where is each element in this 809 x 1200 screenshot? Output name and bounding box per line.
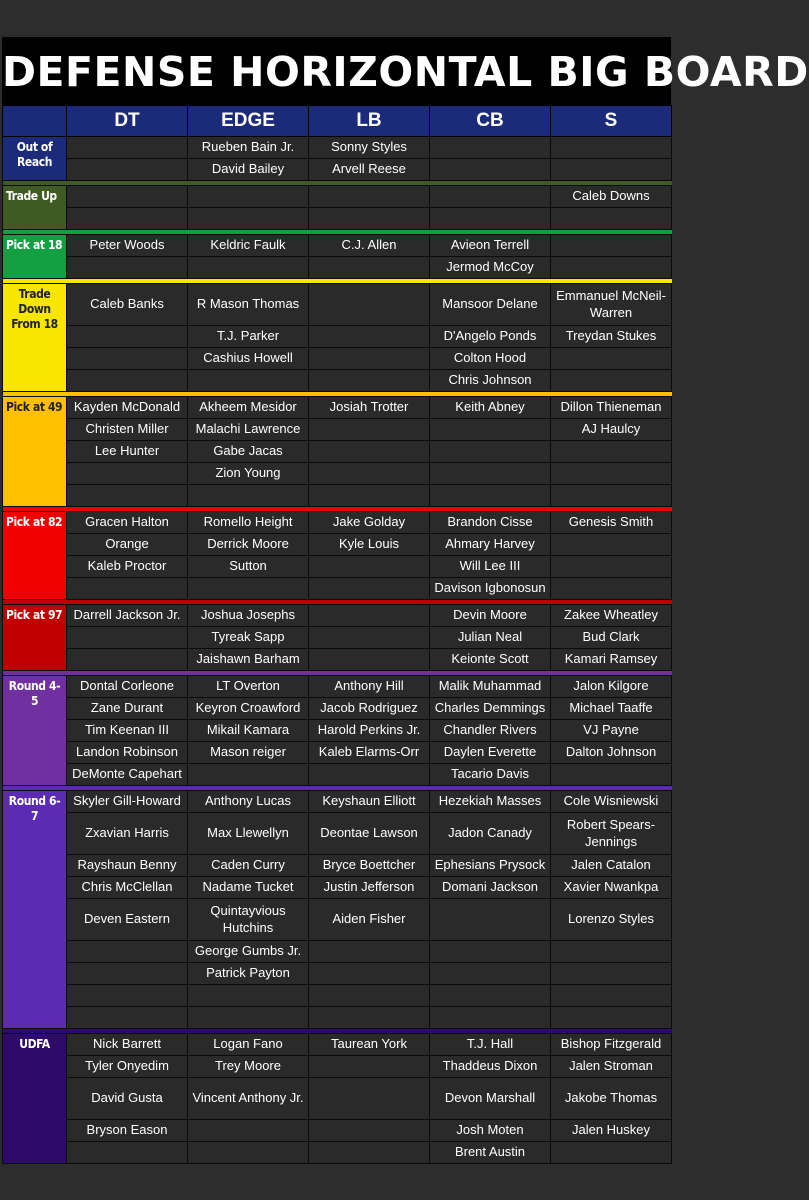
column-header-edge: EDGE — [188, 106, 309, 137]
table-row — [3, 556, 672, 578]
player-cell — [67, 159, 188, 181]
table-row — [3, 985, 672, 1007]
player-cell: Deven Eastern — [67, 899, 188, 941]
player-cell: Jalen Catalon — [551, 855, 672, 877]
player-cell — [309, 1007, 430, 1029]
player-cell — [309, 348, 430, 370]
tier-label: Pick at 18 — [3, 235, 67, 279]
player-cell — [551, 159, 672, 181]
column-header-s: S — [551, 106, 672, 137]
tier-label: Pick at 49 — [3, 397, 67, 507]
header-corner — [3, 106, 67, 137]
player-cell: R Mason Thomas — [188, 284, 309, 326]
table-row — [3, 1120, 672, 1142]
table-row — [3, 137, 672, 159]
player-cell: Ahmary Harvey — [430, 534, 551, 556]
player-cell: Josiah Trotter — [309, 397, 430, 419]
player-cell: C.J. Allen — [309, 235, 430, 257]
player-cell: Kayden McDonald — [67, 397, 188, 419]
player-cell: Chandler Rivers — [430, 720, 551, 742]
player-cell — [551, 137, 672, 159]
player-cell: David Gusta — [67, 1078, 188, 1120]
player-cell — [430, 463, 551, 485]
player-cell — [551, 941, 672, 963]
player-cell — [309, 1078, 430, 1120]
player-cell — [430, 208, 551, 230]
player-cell — [430, 485, 551, 507]
player-cell — [309, 556, 430, 578]
player-cell: Michael Taaffe — [551, 698, 672, 720]
player-cell — [67, 485, 188, 507]
player-cell: Trey Moore — [188, 1056, 309, 1078]
player-cell — [188, 1007, 309, 1029]
player-cell — [67, 963, 188, 985]
table-row — [3, 764, 672, 786]
player-cell: Mason reiger — [188, 742, 309, 764]
player-cell: AJ Haulcy — [551, 419, 672, 441]
player-cell: Colton Hood — [430, 348, 551, 370]
player-cell — [309, 463, 430, 485]
player-cell: Gracen Halton — [67, 512, 188, 534]
player-cell — [188, 1142, 309, 1164]
player-cell: Tacario Davis — [430, 764, 551, 786]
player-cell — [551, 208, 672, 230]
table-row — [3, 605, 672, 627]
table-row — [3, 1056, 672, 1078]
table-row — [3, 419, 672, 441]
player-cell: Dillon Thieneman — [551, 397, 672, 419]
table-row — [3, 326, 672, 348]
player-cell — [551, 235, 672, 257]
player-cell: Jermod McCoy — [430, 257, 551, 279]
player-cell: Domani Jackson — [430, 877, 551, 899]
player-cell — [430, 963, 551, 985]
player-cell: Darrell Jackson Jr. — [67, 605, 188, 627]
table-row — [3, 649, 672, 671]
player-cell: Josh Moten — [430, 1120, 551, 1142]
player-cell: Keyron Croawford — [188, 698, 309, 720]
player-cell — [551, 485, 672, 507]
player-cell — [551, 578, 672, 600]
player-cell: Avieon Terrell — [430, 235, 551, 257]
table-row — [3, 578, 672, 600]
player-cell: Malik Muhammad — [430, 676, 551, 698]
player-cell: Orange — [67, 534, 188, 556]
player-cell: Caden Curry — [188, 855, 309, 877]
player-cell: Rayshaun Benny — [67, 855, 188, 877]
player-cell: Ephesians Prysock — [430, 855, 551, 877]
player-cell: Derrick Moore — [188, 534, 309, 556]
player-cell — [67, 463, 188, 485]
player-cell: Skyler Gill-Howard — [67, 791, 188, 813]
player-cell: Vincent Anthony Jr. — [188, 1078, 309, 1120]
table-row — [3, 257, 672, 279]
player-cell — [188, 985, 309, 1007]
player-cell: Keith Abney — [430, 397, 551, 419]
column-header-cb: CB — [430, 106, 551, 137]
player-cell: Jacob Rodriguez — [309, 698, 430, 720]
table-row — [3, 720, 672, 742]
table-row — [3, 370, 672, 392]
table-row — [3, 742, 672, 764]
player-cell: Joshua Josephs — [188, 605, 309, 627]
player-cell: T.J. Hall — [430, 1034, 551, 1056]
table-row — [3, 441, 672, 463]
player-cell — [188, 257, 309, 279]
player-cell — [67, 627, 188, 649]
player-cell: Kyle Louis — [309, 534, 430, 556]
player-cell — [551, 534, 672, 556]
table-row — [3, 186, 672, 208]
big-board — [2, 37, 809, 1164]
player-cell — [309, 257, 430, 279]
tier-label: Pick at 97 — [3, 605, 67, 671]
player-cell: Jalen Stroman — [551, 1056, 672, 1078]
player-cell: George Gumbs Jr. — [188, 941, 309, 963]
player-cell: DeMonte Capehart — [67, 764, 188, 786]
player-cell: Devin Moore — [430, 605, 551, 627]
table-row — [3, 813, 672, 855]
player-cell: Brent Austin — [430, 1142, 551, 1164]
player-cell — [430, 985, 551, 1007]
player-cell — [188, 764, 309, 786]
player-cell — [551, 370, 672, 392]
player-cell — [551, 985, 672, 1007]
player-cell: Sutton — [188, 556, 309, 578]
player-cell — [67, 985, 188, 1007]
player-cell — [67, 1142, 188, 1164]
player-cell: Quintayvious Hutchins — [188, 899, 309, 941]
player-cell: Caleb Downs — [551, 186, 672, 208]
player-cell — [430, 186, 551, 208]
tier-label: Trade Down From 18 — [3, 284, 67, 392]
player-cell — [309, 627, 430, 649]
tier-label: UDFA — [3, 1034, 67, 1164]
player-cell: Lorenzo Styles — [551, 899, 672, 941]
player-cell — [309, 941, 430, 963]
table-row — [3, 676, 672, 698]
player-cell — [67, 1007, 188, 1029]
player-cell: Keionte Scott — [430, 649, 551, 671]
player-cell: Bryce Boettcher — [309, 855, 430, 877]
player-cell: Xavier Nwankpa — [551, 877, 672, 899]
board-table — [2, 105, 672, 1164]
player-cell: Akheem Mesidor — [188, 397, 309, 419]
player-cell: Zion Young — [188, 463, 309, 485]
player-cell: Zxavian Harris — [67, 813, 188, 855]
player-cell: Max Llewellyn — [188, 813, 309, 855]
player-cell: Cashius Howell — [188, 348, 309, 370]
player-cell — [309, 649, 430, 671]
player-cell — [309, 441, 430, 463]
player-cell: Jaishawn Barham — [188, 649, 309, 671]
player-cell: Arvell Reese — [309, 159, 430, 181]
player-cell: Anthony Lucas — [188, 791, 309, 813]
table-row — [3, 855, 672, 877]
player-cell — [551, 257, 672, 279]
player-cell: Caleb Banks — [67, 284, 188, 326]
player-cell — [188, 186, 309, 208]
player-cell — [67, 649, 188, 671]
player-cell: Bishop Fitzgerald — [551, 1034, 672, 1056]
player-cell: Will Lee III — [430, 556, 551, 578]
table-row — [3, 899, 672, 941]
player-cell — [309, 605, 430, 627]
player-cell — [551, 1007, 672, 1029]
player-cell: Bud Clark — [551, 627, 672, 649]
player-cell — [67, 186, 188, 208]
player-cell — [309, 208, 430, 230]
table-row — [3, 348, 672, 370]
player-cell — [551, 963, 672, 985]
player-cell: LT Overton — [188, 676, 309, 698]
player-cell: Nadame Tucket — [188, 877, 309, 899]
tier-label: Out of Reach — [3, 137, 67, 181]
player-cell — [309, 578, 430, 600]
player-cell: Kamari Ramsey — [551, 649, 672, 671]
player-cell — [430, 419, 551, 441]
player-cell: Robert Spears-Jennings — [551, 813, 672, 855]
player-cell: Aiden Fisher — [309, 899, 430, 941]
player-cell: Mansoor Delane — [430, 284, 551, 326]
player-cell: Peter Woods — [67, 235, 188, 257]
player-cell: Mikail Kamara — [188, 720, 309, 742]
player-cell: Thaddeus Dixon — [430, 1056, 551, 1078]
player-cell: Logan Fano — [188, 1034, 309, 1056]
player-cell: Jadon Canady — [430, 813, 551, 855]
player-cell — [309, 370, 430, 392]
player-cell — [67, 578, 188, 600]
player-cell: Tim Keenan III — [67, 720, 188, 742]
player-cell — [188, 208, 309, 230]
player-cell — [309, 419, 430, 441]
player-cell — [309, 284, 430, 326]
player-cell: Lee Hunter — [67, 441, 188, 463]
player-cell — [188, 485, 309, 507]
player-cell: Jalen Huskey — [551, 1120, 672, 1142]
column-header-dt: DT — [67, 106, 188, 137]
player-cell — [551, 764, 672, 786]
position-header-row — [3, 106, 672, 137]
tier-label: Trade Up — [3, 186, 67, 230]
player-cell — [67, 257, 188, 279]
table-row — [3, 1078, 672, 1120]
player-cell — [67, 137, 188, 159]
player-cell: Chris Johnson — [430, 370, 551, 392]
player-cell — [430, 899, 551, 941]
player-cell — [67, 370, 188, 392]
player-cell — [67, 348, 188, 370]
player-cell: Patrick Payton — [188, 963, 309, 985]
player-cell: VJ Payne — [551, 720, 672, 742]
player-cell: Justin Jefferson — [309, 877, 430, 899]
table-row — [3, 159, 672, 181]
player-cell: Brandon Cisse — [430, 512, 551, 534]
player-cell: Kaleb Elarms-Orr — [309, 742, 430, 764]
player-cell: Cole Wisniewski — [551, 791, 672, 813]
player-cell — [67, 941, 188, 963]
player-cell: Harold Perkins Jr. — [309, 720, 430, 742]
player-cell: Romello Height — [188, 512, 309, 534]
tier-label: Round 6-7 — [3, 791, 67, 1029]
table-row — [3, 698, 672, 720]
table-row — [3, 791, 672, 813]
table-row — [3, 941, 672, 963]
board-title: DEFENSE HORIZONTAL BIG BOARD — [2, 37, 671, 105]
player-cell: Taurean York — [309, 1034, 430, 1056]
player-cell — [309, 1120, 430, 1142]
player-cell: David Bailey — [188, 159, 309, 181]
player-cell — [309, 326, 430, 348]
player-cell — [188, 370, 309, 392]
player-cell — [309, 985, 430, 1007]
player-cell — [309, 1056, 430, 1078]
table-row — [3, 534, 672, 556]
player-cell: Hezekiah Masses — [430, 791, 551, 813]
player-cell — [551, 463, 672, 485]
player-cell — [188, 1120, 309, 1142]
player-cell: Sonny Styles — [309, 137, 430, 159]
player-cell: Genesis Smith — [551, 512, 672, 534]
player-cell: Gabe Jacas — [188, 441, 309, 463]
player-cell: Davison Igbonosun — [430, 578, 551, 600]
player-cell: Jalon Kilgore — [551, 676, 672, 698]
player-cell: Jakobe Thomas — [551, 1078, 672, 1120]
player-cell — [430, 159, 551, 181]
player-cell — [309, 963, 430, 985]
player-cell: Anthony Hill — [309, 676, 430, 698]
player-cell: Devon Marshall — [430, 1078, 551, 1120]
player-cell — [551, 556, 672, 578]
player-cell: Landon Robinson — [67, 742, 188, 764]
player-cell — [430, 1007, 551, 1029]
player-cell: Zane Durant — [67, 698, 188, 720]
table-row — [3, 877, 672, 899]
board-body — [3, 137, 672, 1164]
player-cell: Kaleb Proctor — [67, 556, 188, 578]
table-row — [3, 284, 672, 326]
player-cell — [67, 208, 188, 230]
column-header-lb: LB — [309, 106, 430, 137]
player-cell: Julian Neal — [430, 627, 551, 649]
player-cell — [551, 348, 672, 370]
tier-label: Pick at 82 — [3, 512, 67, 600]
player-cell — [309, 186, 430, 208]
table-row — [3, 485, 672, 507]
player-cell: Treydan Stukes — [551, 326, 672, 348]
player-cell — [430, 137, 551, 159]
tier-label: Round 4-5 — [3, 676, 67, 786]
player-cell — [430, 941, 551, 963]
player-cell: Tyler Onyedim — [67, 1056, 188, 1078]
player-cell — [551, 1142, 672, 1164]
player-cell: Keyshaun Elliott — [309, 791, 430, 813]
player-cell: Chris McClellan — [67, 877, 188, 899]
table-row — [3, 235, 672, 257]
player-cell: T.J. Parker — [188, 326, 309, 348]
player-cell: Zakee Wheatley — [551, 605, 672, 627]
player-cell — [188, 578, 309, 600]
player-cell: Charles Demmings — [430, 698, 551, 720]
player-cell: Dontal Corleone — [67, 676, 188, 698]
table-row — [3, 463, 672, 485]
player-cell: Jake Golday — [309, 512, 430, 534]
player-cell: D'Angelo Ponds — [430, 326, 551, 348]
player-cell: Rueben Bain Jr. — [188, 137, 309, 159]
player-cell: Bryson Eason — [67, 1120, 188, 1142]
player-cell — [309, 1142, 430, 1164]
player-cell: Malachi Lawrence — [188, 419, 309, 441]
player-cell: Tyreak Sapp — [188, 627, 309, 649]
player-cell: Dalton Johnson — [551, 742, 672, 764]
table-row — [3, 1142, 672, 1164]
table-row — [3, 1007, 672, 1029]
table-row — [3, 963, 672, 985]
player-cell — [430, 441, 551, 463]
player-cell: Nick Barrett — [67, 1034, 188, 1056]
table-row — [3, 512, 672, 534]
table-row — [3, 1034, 672, 1056]
player-cell — [309, 485, 430, 507]
player-cell: Emmanuel McNeil-Warren — [551, 284, 672, 326]
table-row — [3, 397, 672, 419]
player-cell — [309, 764, 430, 786]
table-row — [3, 627, 672, 649]
table-row — [3, 208, 672, 230]
player-cell: Deontae Lawson — [309, 813, 430, 855]
player-cell: Keldric Faulk — [188, 235, 309, 257]
player-cell — [67, 326, 188, 348]
player-cell: Christen Miller — [67, 419, 188, 441]
player-cell: Daylen Everette — [430, 742, 551, 764]
player-cell — [551, 441, 672, 463]
